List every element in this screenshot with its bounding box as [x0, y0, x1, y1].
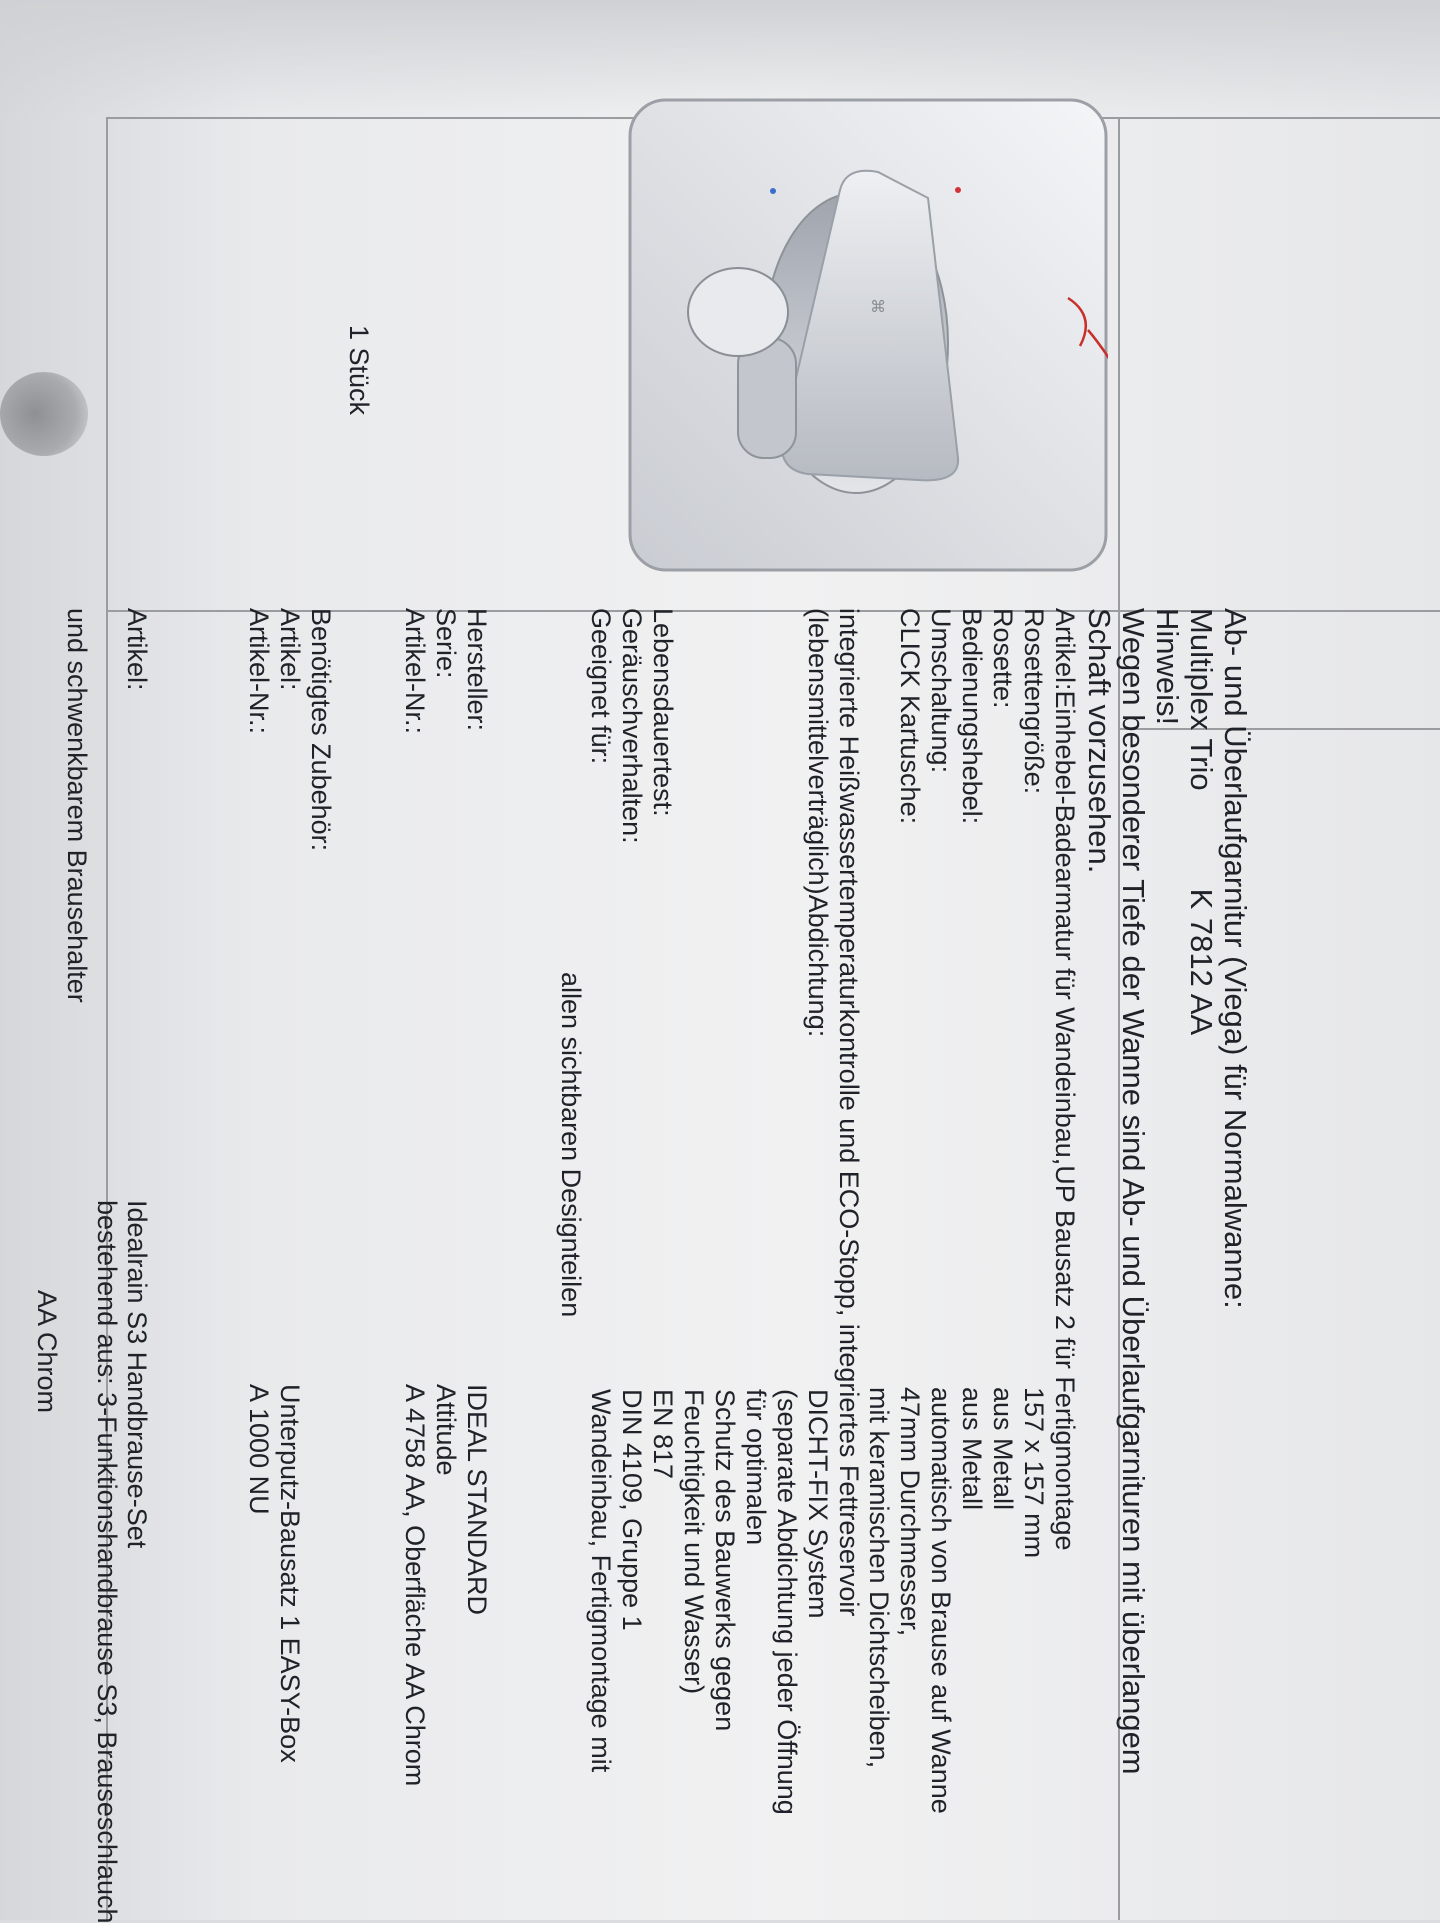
heading-line-4: Wegen besonderer Tiefe der Wanne sind Ab- und Überlaufgarnituren mit überlangem: [1116, 608, 1151, 1775]
faucet-illustration: [628, 98, 1108, 572]
diverter-knob: [688, 268, 788, 356]
spec-value-dichtscheiben: mit keramischen Dichtscheiben,: [864, 1387, 894, 1769]
heading-line-3: Hinweis!: [1150, 608, 1185, 726]
heading-label: Multiplex Trio: [1184, 608, 1219, 791]
spec-labels: [894, 608, 1049, 824]
serie-value: Attitude: [431, 1384, 461, 1476]
next-artikel-label: Artikel:: [122, 608, 152, 691]
lebensdauer-value: EN 817: [648, 1389, 678, 1480]
geeignet-label: Geeignet für:: [586, 608, 616, 765]
spec-label-kartusche: CLICK Kartusche:: [895, 608, 925, 825]
lebensdauer-label: Lebensdauertest:: [648, 608, 678, 817]
zub-artnr-label: Artikel-Nr.:: [244, 608, 274, 735]
spec-values: [863, 1387, 1049, 1814]
spec-block: [1049, 608, 1080, 1551]
spec-label-rosette: Rosette:: [988, 608, 1018, 709]
geraeusch-value: DIN 4109, Gruppe 1: [617, 1389, 647, 1631]
spec-label-umschaltung: Umschaltung:: [926, 608, 956, 774]
dichtung-value-5: Feuchtigkeit und Wasser): [679, 1389, 709, 1695]
artikel-line: Artikel:Einhebel-Badearmatur für Wandeinbau,UP Bausatz 2 für Fertigmontage: [1050, 608, 1080, 1551]
geeignet-value: Wandeinbau, Fertigmontage mit: [586, 1389, 616, 1773]
zubehoer-label: Benötigtes Zubehör:: [306, 608, 336, 852]
cold-indicator: [770, 188, 776, 194]
spec-value-bedienungshebel: aus Metall: [957, 1387, 987, 1511]
header-block: [1082, 608, 1252, 1775]
dichtung-value-3: für optimalen: [741, 1389, 771, 1546]
next-artikel-value: Idealrain S3 Handbrause-Set: [122, 1200, 152, 1549]
artnr-value: A 4758 AA, Oberfläche AA Chrom: [400, 1384, 430, 1787]
hot-indicator: [955, 187, 961, 193]
heading-line-1: Ab- und Überlaufgarnitur (Viega) für Normalwanne:: [1218, 608, 1253, 1309]
dichtung-value-4: Schutz des Bauwerks gegen: [710, 1389, 740, 1732]
brand-mark-icon: ⌘: [868, 298, 885, 314]
serie-label: Serie:: [431, 608, 461, 679]
heading-line-2: [1184, 608, 1218, 1775]
heading-code: K 7812 AA: [1184, 888, 1219, 1036]
geeignet-value-2: allen sichtbaren Designteilen: [556, 972, 586, 1318]
spec-value-rosettengroesse: 157 x 157 mm: [1019, 1387, 1049, 1559]
zub-artikel-value: Unterputz-Bausatz 1 EASY-Box: [275, 1384, 305, 1763]
spec-value-rosette: aus Metall: [988, 1387, 1018, 1511]
zub-artikel-label: Artikel:: [275, 608, 305, 691]
quantity-label: 1 Stück: [344, 325, 374, 416]
next-line-4: AA Chrom: [32, 1290, 62, 1414]
dichtung-values: [678, 1389, 833, 1815]
hersteller-value: IDEAL STANDARD: [462, 1384, 492, 1616]
spec-value-umschaltung: automatisch von Brause auf Wanne: [926, 1387, 956, 1814]
geraeusch-label: Geräuschverhalten:: [617, 608, 647, 844]
spec-value-kartusche: 47mm Durchmesser,: [895, 1387, 925, 1637]
spec-label-bedienungshebel: Bedienungshebel:: [957, 608, 987, 825]
zub-artnr-value: A 1000 NU: [244, 1384, 274, 1515]
artnr-label: Artikel-Nr.:: [400, 608, 430, 735]
eco-line: integrierte Heißwassertemperaturkontrolle und ECO-Stopp, integriertes Fettreservoir: [834, 608, 864, 1617]
heading-line-5: Schaft vorzusehen.: [1082, 608, 1117, 874]
dichtung-label: (lebensmittelverträglich)Abdichtung:: [803, 608, 833, 1038]
next-line-2: bestehend aus: 3-Funktionshandbrause S3, Brauseschlauch: [92, 1200, 122, 1923]
dichtung-value-1: DICHT-FIX System: [803, 1389, 833, 1619]
dichtung-value-2: (separate Abdichtung jeder Öffnung: [772, 1389, 802, 1815]
hersteller-label: Hersteller:: [462, 608, 492, 732]
spec-label-rosettengroesse: Rosettengröße:: [1019, 608, 1049, 795]
next-line-3: und schwenkbarem Brausehalter: [62, 608, 92, 1003]
